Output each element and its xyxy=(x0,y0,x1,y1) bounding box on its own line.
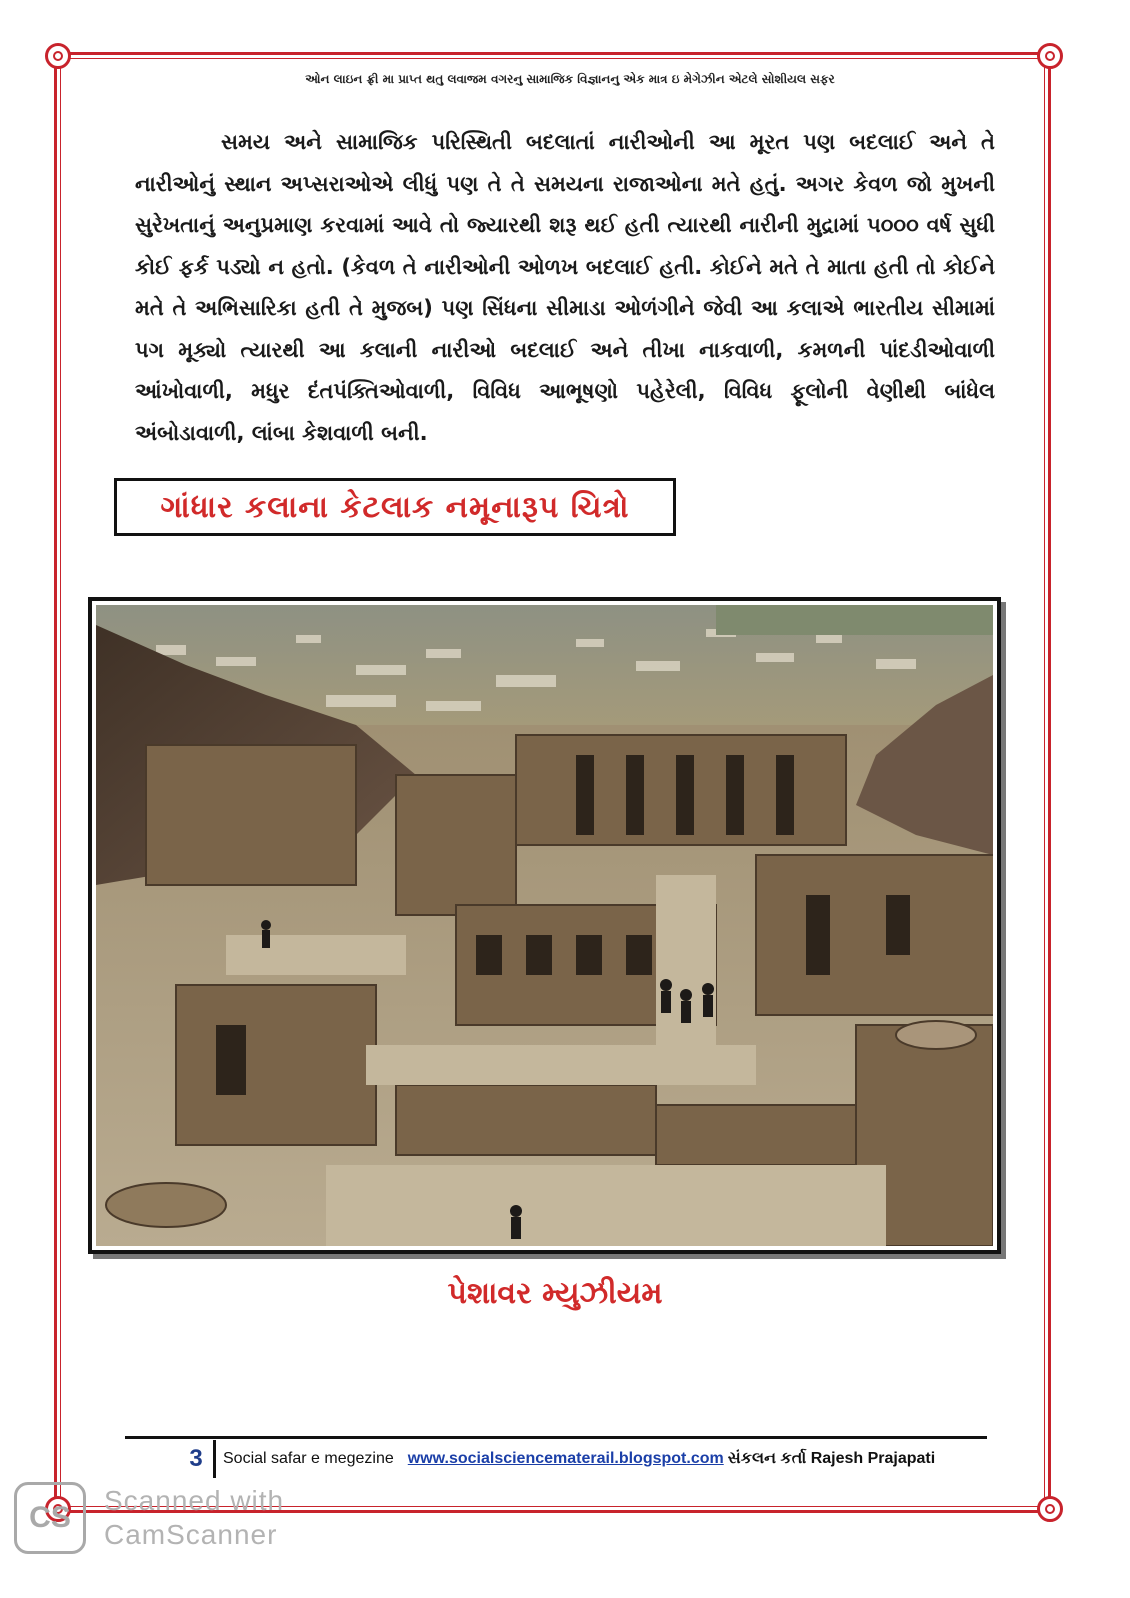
camscanner-watermark xyxy=(104,1484,284,1552)
footer-divider xyxy=(125,1436,987,1439)
watermark-line-1: Scanned with xyxy=(104,1485,285,1516)
frame-corner-ornament xyxy=(45,43,71,69)
section-heading-box xyxy=(114,478,676,536)
frame-corner-ornament xyxy=(1037,43,1063,69)
section-heading: ગાંધાર કલાના કેટલાક નમૂનારૂપ ચિત્રો xyxy=(160,489,630,525)
footer xyxy=(183,1440,935,1478)
camscanner-logo: CS xyxy=(14,1482,86,1554)
page-number: 3 xyxy=(189,1445,203,1472)
archaeological-ruins-image xyxy=(96,605,993,1246)
blog-link[interactable]: www.socialsciencematerail.blogspot.com xyxy=(407,1450,724,1467)
frame-corner-ornament xyxy=(1037,1496,1063,1522)
watermark-line-2: CamScanner xyxy=(104,1519,278,1550)
header-tagline: ઓન લાઇન ફ્રી મા પ્રાપ્ત થતુ લવાજમ વગરનુ સામાજિક વિજ્ઞાનનુ એક માત્ર ઇ મેગેઝીન એટલે સોશીયલ સફર xyxy=(305,72,835,86)
magazine-name: Social safar e megezine xyxy=(223,1450,394,1467)
compiler-credit: સંકલન કર્તા Rajesh Prajapati xyxy=(727,1450,936,1467)
body-paragraph: સમય અને સામાજિક પરિસ્થિતી બદલાતાં નારીઓની આ મૂરત પણ બદલાઈ અને તે નારીઓનું સ્થાન અપ્સરાઓએ લીધું પણ તે તે સમયના રાજાઓના મતે હતું. અગર કેવળ જો મુખની સુરેખતાનું અનુપ્રમાણ કરવામાં આવે તો જ્યારથી શરૂ થઈ હતી ત્યારથી નારીની મુદ્રામાં ૫૦૦૦ વર્ષ સુધી કોઈ ફર્ક પડ્યો ન હતો. (કેવળ તે નારીઓની ઓળખ બદલાઈ હતી. કોઈને મતે તે માતા હતી તો કોઈને મતે તે અભિસારિકા હતી તે મુજબ) પણ સિંધના સીમાડા ઓળંગીને જેવી આ કલાએ ભારતીય સીમામાં પગ મૂક્યો ત્યારથી આ કલાની નારીઓ બદલાઈ અને તીખા નાકવાળી, કમળની પાંદડીઓવાળી આંખોવાળી, મધુર દંતપંક્તિઓવાળી, વિવિધ આભૂષણો પહેરેલી, વિવિધ ફૂલોની વેણીથી બાંધેલ અંબોડાવાળી, લાંબા કેશવાળી બની. xyxy=(135,130,995,445)
footer-separator xyxy=(213,1440,216,1478)
photo-caption: પેશાવર મ્યુઝીયમ xyxy=(447,1276,663,1311)
ruins-photo xyxy=(88,597,1001,1254)
